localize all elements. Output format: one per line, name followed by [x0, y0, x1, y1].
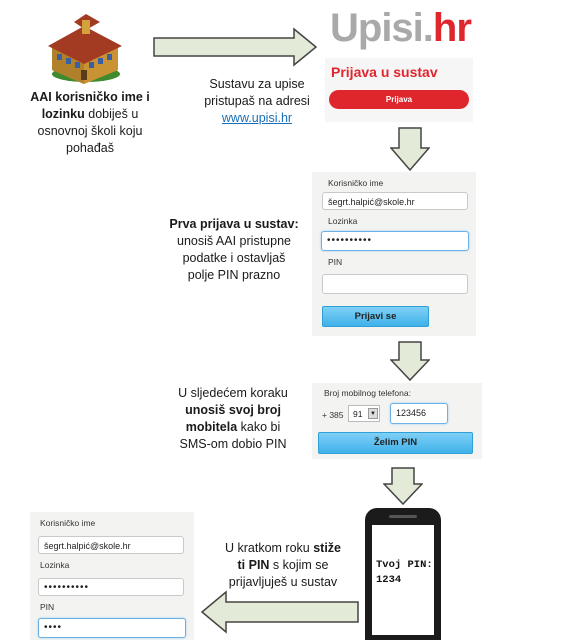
country-code: + 385: [322, 410, 344, 420]
school-building-icon: [44, 6, 124, 86]
step1-bold-text: AAI korisničko ime i lozinku: [30, 90, 150, 121]
login-title: Prijava u sustav: [331, 64, 438, 80]
phone-number-label: Broj mobilnog telefona:: [324, 388, 411, 398]
phone-number-field[interactable]: 123456: [390, 403, 448, 424]
step4-bold-text1: unosiš svoj broj: [185, 403, 281, 417]
username-label: Korisničko ime: [40, 518, 96, 528]
mobile-phone-icon: [365, 508, 441, 640]
pin-field[interactable]: ••••: [38, 618, 186, 638]
step4-text-line4: SMS-om dobio PIN: [179, 437, 287, 451]
username-field[interactable]: šegrt.halpić@skole.hr: [322, 192, 468, 210]
step2-text-line2: pristupaš na adresi: [204, 94, 310, 108]
prefix-select[interactable]: [348, 405, 380, 422]
step5-text-line3: prijavljuješ u sustav: [228, 575, 338, 589]
step5-text1b: stiže: [313, 541, 341, 555]
step5-text2b: s kojim se: [269, 558, 329, 572]
sms-pin-line1: Tvoj PIN:: [376, 559, 433, 571]
first-login-form: [312, 172, 476, 336]
pin-field[interactable]: [322, 274, 468, 294]
step3-bold-text: Prva prijava u sustav:: [169, 217, 299, 231]
username-label: Korisničko ime: [328, 178, 384, 188]
upisi-url-link[interactable]: www.upisi.hr: [221, 111, 293, 125]
step2-description: [192, 76, 322, 127]
step2-text-line1: Sustavu za upise: [209, 77, 305, 91]
prijavi-se-button[interactable]: Prijavi se: [322, 306, 429, 327]
zelim-pin-button[interactable]: Želim PIN: [318, 432, 473, 454]
step3-text-line3: polje PIN prazno: [187, 268, 281, 282]
arrow-down-icon: [390, 340, 430, 382]
final-login-form: [30, 512, 194, 640]
step5-text1a: U kratkom roku: [224, 541, 314, 555]
step3-text-line1: unosiš AAI pristupne: [177, 234, 291, 248]
logo-text-part1: Upisi.: [330, 6, 433, 50]
password-field[interactable]: ••••••••••: [321, 231, 469, 251]
password-label: Lozinka: [40, 560, 70, 570]
sms-pin-line2: 1234: [376, 574, 402, 586]
step3-description: [160, 216, 308, 284]
step3-text-line2: podatke i ostavljaš: [182, 251, 286, 265]
arrow-down-icon: [390, 126, 430, 172]
password-label: Lozinka: [328, 216, 358, 226]
step4-rest-text: kako bi: [237, 420, 281, 434]
step1-rest-text: dobiješ u osnovnoj školi koju pohađaš: [37, 107, 143, 155]
arrow-down-icon: [383, 466, 423, 506]
prefix-value: 91: [353, 409, 363, 419]
phone-number-form: [312, 383, 482, 459]
username-field[interactable]: šegrt.halpić@skole.hr: [38, 536, 184, 554]
upisi-logo: [330, 6, 471, 51]
sms-pin-text: [376, 558, 433, 588]
logo-text-part2: hr: [432, 6, 471, 50]
arrow-right-icon: [152, 27, 318, 67]
step4-text-line1: U sljedećem koraku: [178, 386, 288, 400]
step4-description: [158, 385, 308, 453]
phone-speaker: [389, 515, 417, 518]
login-box: [325, 58, 473, 122]
pin-label: PIN: [328, 257, 343, 267]
step5-description: [208, 540, 358, 591]
step1-description: [24, 89, 156, 157]
step5-text2a: ti PIN: [237, 558, 270, 572]
pin-label: PIN: [40, 602, 55, 612]
phone-screen: [372, 525, 434, 635]
login-button[interactable]: Prijava: [329, 90, 469, 109]
arrow-left-icon: [200, 590, 360, 634]
step4-bold-text2: mobitela: [185, 420, 238, 434]
chevron-down-icon: ▼: [368, 408, 378, 419]
password-field[interactable]: ••••••••••: [38, 578, 184, 596]
